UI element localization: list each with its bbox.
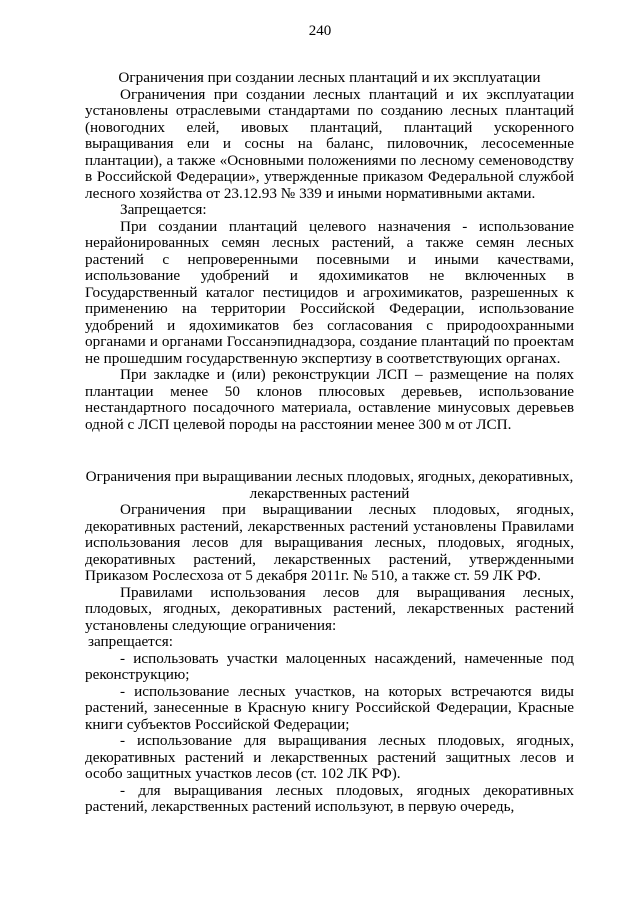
section-fruit-berry-plants [85, 469, 574, 816]
list-item: - использование для выращивания лесных плодовых, ягодных, декоративных растений и лекарственных растений защитных лесов и особо защитных участков лесов (ст. 102 ЛК РФ). [85, 732, 574, 782]
list-item: - использовать участки малоценных насаждений, намеченные под реконструкцию; [85, 649, 574, 683]
paragraph: Правилами использования лесов для выращивания лесных, плодовых, ягодных, декоративных растений, лекарственных растений установлены следующие ограничения: [85, 583, 574, 634]
paragraph: Запрещается: [120, 201, 207, 218]
paragraph: Ограничения при создании лесных плантаций и их эксплуатации установлены отраслевыми стандартами по созданию лесных плантаций (новогодних елей, ивовых плантаций, плантаций ускоренного выращивания ели и сосны на баланс, пиловочник, лесосеменные плантации), а также «Основными положениями по лесному семеноводству в Российской Федерации», утвержденные приказом Федеральной службой лесного хозяйства от 23.12.93 № 339 и иными нормативными актами. [85, 85, 574, 202]
section-heading: Ограничения при создании лесных плантаций и их эксплуатации [118, 69, 541, 86]
paragraph: Ограничения при выращивании лесных плодовых, ягодных, декоративных растений, лекарственных растений установлены Правилами использования лесов для выращивания лесных, плодовых, ягодных, декоративных растений, лекарственных растений, утвержденными Приказом Рослесхоза от 5 декабря 2011г. № 510, а также ст. 59 ЛК РФ. [85, 501, 574, 584]
paragraph: При создании плантаций целевого назначения - использование нерайонированных семян лесных растений, а также семян лесных растений с непроверенными посевными и иными качествами, использование удобрений и ядохимикатов не включенных в Государственный каталог пестицидов и агрохимикатов, разрешенных к применению на территории Российской Федерации, использование удобрений и ядохимикатов без согласования с природоохранными органами и органами Госсанэпиднадзора, создание плантаций по проектам не прошедшим государственную экспертизу в соответствующих органах. [85, 217, 574, 367]
paragraph: При закладке и (или) реконструкции ЛСП – размещение на полях плантации менее 50 клонов плюсовых деревьев, использование нестандартного посадочного материала, оставление минусовых деревьев одной с ЛСП целевой породы на расстоянии менее 300 м от ЛСП. [85, 366, 574, 433]
list-item: - использование лесных участков, на которых встречаются виды растений, занесенные в Красную книгу Российской Федерации, Красные книги субъектов Российской Федерации; [85, 682, 574, 733]
list-item: - для выращивания лесных плодовых, ягодных декоративных растений, лекарственных растений используют, в первую очередь, [85, 781, 574, 815]
section-plantations [85, 70, 574, 433]
paragraph: запрещается: [88, 633, 173, 650]
page-number: 240 [308, 23, 332, 39]
section-heading: Ограничения при выращивании лесных плодовых, ягодных, декоративных, лекарственных растений [85, 468, 574, 502]
